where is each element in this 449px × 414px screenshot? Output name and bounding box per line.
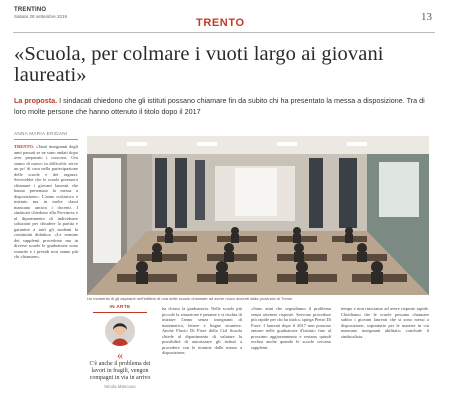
article-lead	[14, 96, 429, 117]
photo-caption: Un momento di gli aspiranti nell'edificio di una delle scuole chiamate ad avere nuovi docenti dalla provincia di Trento	[87, 296, 293, 301]
article-column-3: «Sono anni che segnaliamo il problema senza ottenere risposte. Servono procedure più rapide per chi ha titolo» spiega Pietro Di Fiore. I laureati dopo il 2017 non possono entrare nelle graduatorie d'istituto fino al prossimo aggiornamento e restano quindi esclusi anche quando le scuole cercano supplenti.	[251, 306, 331, 350]
lead-label: La proposta.	[14, 96, 58, 105]
article-column-1	[14, 144, 78, 260]
article-title: «Scuola, per colmare i vuoti largo ai giovani laureati»	[14, 43, 384, 86]
sidebar-divider	[93, 312, 147, 313]
issue-date: Sabato 28 settembre 2019	[14, 14, 68, 19]
classroom-illustration	[87, 136, 429, 295]
page-number: 13	[421, 11, 432, 23]
sidebar-label: IN ARTE	[109, 305, 131, 310]
byline-divider	[14, 139, 78, 140]
author-byline: ANNA MARIA ERIDANI	[14, 131, 68, 136]
article-column-2: ha chiuso la graduatoria. Nelle scuole più piccole la situazione è pesante e si rischia di iniziare l'anno senza insegnanti di matematica, lettere e lingue straniere. Anche Flavio Di Fiore della Cisl Scuola chiede al dipartimento di valutare la possibilità di autorizzare gli istituti a procedere con le nomine dalle messe a disposizione.	[162, 306, 242, 355]
quote-icon: «	[117, 348, 123, 362]
section-title: TRENTO	[196, 17, 245, 29]
classroom-photo	[87, 136, 429, 295]
dateline: TRENTO.	[14, 144, 35, 149]
quote-author: Nicola Mancuso	[104, 384, 136, 389]
masthead	[14, 7, 67, 19]
article-column-4: tempo e non riusciamo ad avere risposte rapide. Chiediamo che le scuole possano chiamare subito i giovani laureati che si sono messi a disposizione, soprattutto per le materie in cui mancano insegnanti abilitati» conclude il sindacalista.	[341, 306, 429, 339]
header-divider	[13, 32, 435, 33]
pull-quote: C'è anche il problema dei lavori in fragili, vengon compagni in via in arrivo	[89, 361, 151, 381]
lead-text: I sindacati chiedono che gli istituti possano chiamare fin da subito chi ha presentato la messa a disposizione. Tra di loro molte persone che hanno ottenuto il titolo dopo il 2017	[14, 96, 425, 116]
newspaper-name: TRENTINO	[14, 7, 47, 13]
person-portrait-icon	[105, 316, 135, 346]
column-1-text: «Tanti insegnanti degli anni passati se ne sono andati dopo aver preparato i concorsi. Ora siamo di nuovo in difficoltà: serve un po' di cura nella partecipazione delle scuole e dei ragazzi. Servirebbe che le scuole potessero chiamare i giovani laureati che hanno presentato la messa a disposizione». L'anno scolastico è iniziato ma in molte classi mancano ancora i docenti. I sindacati chiedono alla Provincia e al dipartimento di individuare soluzioni per chiudere la partita e garantire a tutti gli studenti la continuità didattica. «Le nomine dei supplenti procedono ma in diverse scuole le graduatorie sono esaurite e i presidi non sanno più chi chiamare».	[14, 144, 78, 259]
quote-box	[87, 305, 153, 410]
avatar	[105, 316, 135, 346]
